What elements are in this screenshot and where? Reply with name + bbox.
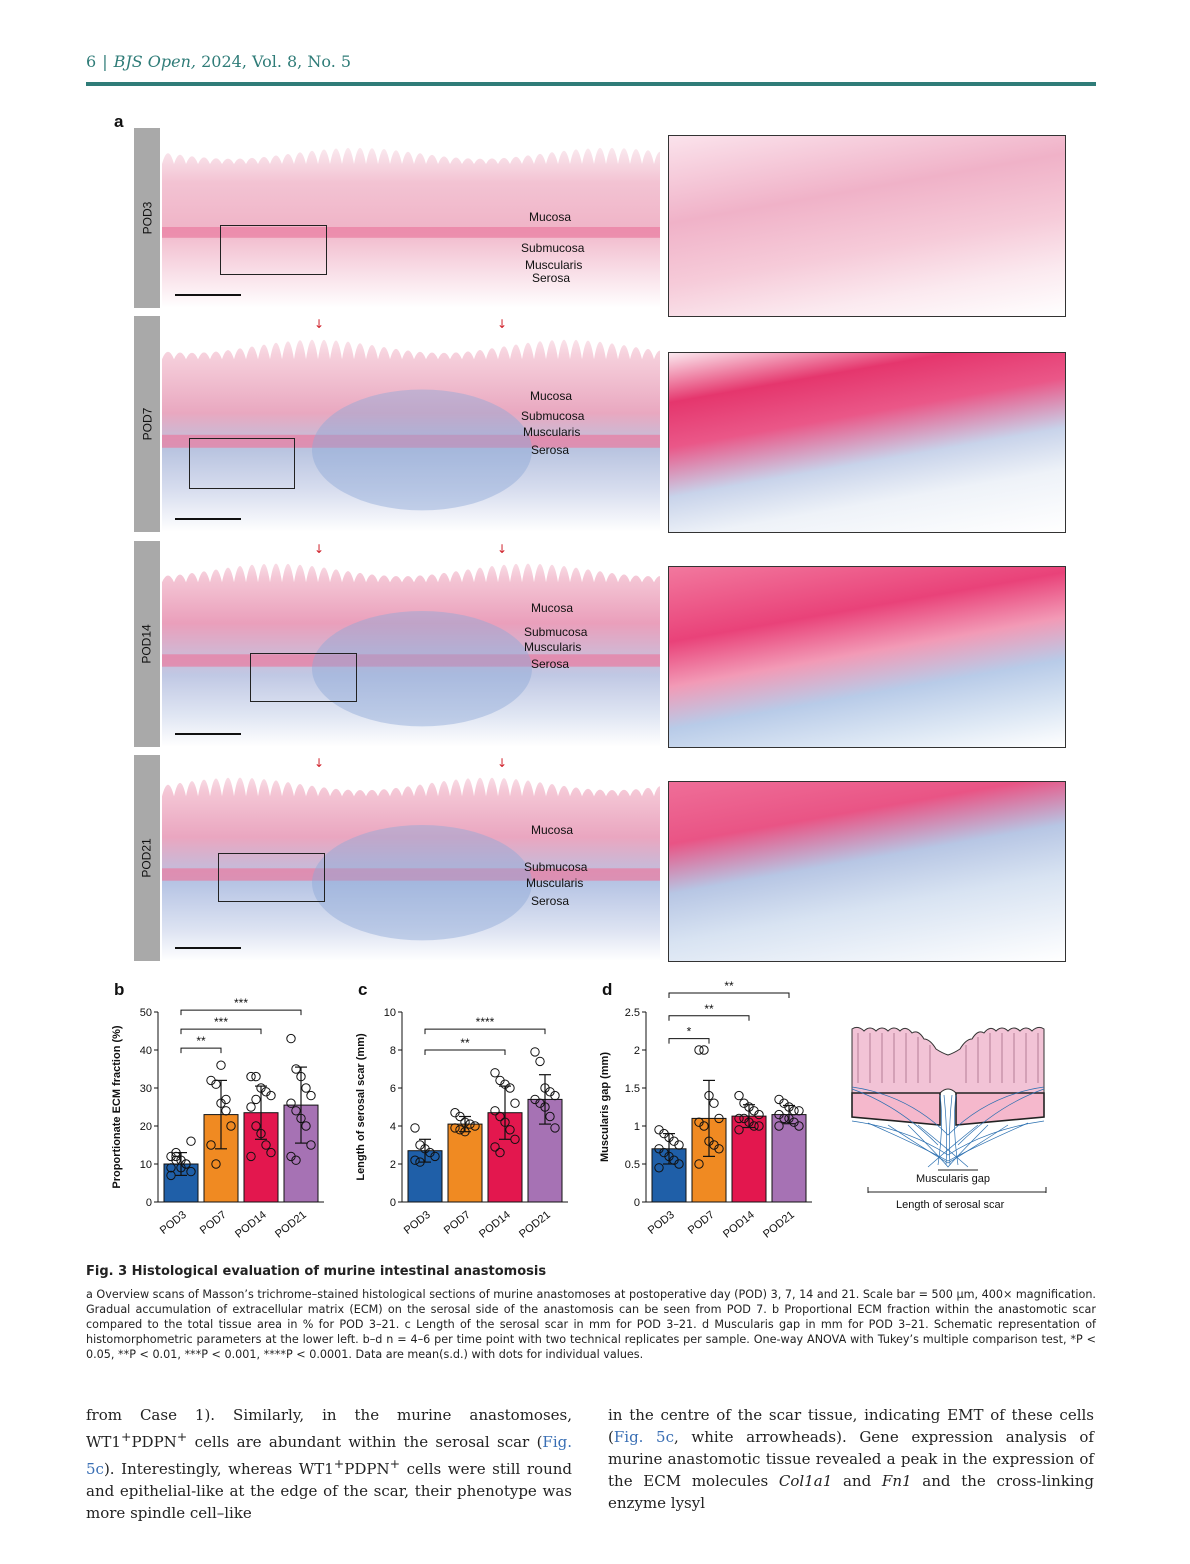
figure-caption-title: Fig. 3 Histological evaluation of murine intestinal anastomosis (86, 1264, 547, 1279)
body-text-left (86, 1404, 572, 1524)
y-axis-title: Length of serosal scar (mm) (355, 1033, 367, 1181)
panel-letter-d: d (602, 980, 613, 999)
significance-bracket (425, 1029, 545, 1034)
significance-bracket (181, 1048, 221, 1053)
significance-bracket (181, 1029, 261, 1034)
significance-bracket (669, 1016, 749, 1021)
category-label: POD21 (273, 1208, 309, 1241)
gene-name: Fn1 (881, 1472, 912, 1490)
journal-name: BJS Open, (113, 52, 197, 71)
scale-bar (175, 947, 241, 949)
scale-bar (175, 294, 241, 296)
tissue-layer-label: Muscularis (523, 425, 581, 439)
data-point (795, 1107, 803, 1115)
histology-zoom (668, 781, 1066, 962)
tissue-layer-label: Muscularis (525, 258, 583, 272)
body-text-run: from Case 1). Similarly, in the murine anastomoses, WT1 (86, 1406, 572, 1451)
body-text-right (608, 1404, 1094, 1514)
pod-label-bar (134, 541, 160, 747)
body-text-run: and (832, 1472, 882, 1490)
superscript: + (389, 1456, 401, 1471)
y-tick-label: 50 (139, 1007, 152, 1019)
significance-label: * (686, 1024, 692, 1039)
arrow-down-icon: ↓ (497, 317, 508, 331)
inset-box (220, 225, 327, 275)
significance-label: ** (196, 1034, 206, 1049)
data-point (252, 1095, 260, 1103)
pod-label-wrapper (134, 316, 160, 532)
bar-charts (86, 975, 846, 1250)
inset-box (218, 853, 325, 902)
pod-label-wrapper (134, 128, 160, 308)
category-label: POD14 (233, 1208, 269, 1241)
tissue-layer-label: Mucosa (530, 389, 573, 403)
bar (772, 1115, 806, 1202)
data-point (217, 1061, 225, 1069)
page-header (86, 52, 351, 71)
histology-texture (162, 316, 660, 532)
category-label: POD21 (517, 1208, 553, 1241)
superscript: + (120, 1429, 132, 1444)
significance-label: ** (460, 1036, 470, 1050)
histology-texture (162, 128, 660, 308)
y-tick-label: 2.5 (624, 1007, 640, 1019)
category-label: POD3 (645, 1208, 677, 1237)
histology-overview (162, 128, 660, 308)
tissue-layer-label: Serosa (532, 271, 571, 285)
y-tick-label: 0 (633, 1197, 640, 1209)
body-text-run: and the cross-linking enzyme lysyl (608, 1472, 1094, 1512)
figure-link[interactable]: Fig. 5c (613, 1428, 674, 1446)
pod-label: POD14 (140, 624, 155, 664)
category-label: POD7 (685, 1208, 717, 1237)
histology-zoom (668, 352, 1066, 533)
data-point (222, 1107, 230, 1115)
arrow-down-icon: ↓ (314, 317, 325, 331)
significance-label: **** (475, 1015, 495, 1030)
data-point (247, 1103, 255, 1111)
pod-label-wrapper (134, 755, 160, 961)
y-tick-label: 30 (139, 1083, 152, 1095)
header-divider: | (102, 52, 108, 71)
body-text-run: PDPN (131, 1433, 177, 1451)
data-point (700, 1046, 708, 1054)
tissue-layer-label: Mucosa (529, 210, 572, 224)
tissue-layer-label: Mucosa (531, 823, 574, 837)
y-tick-label: 2 (633, 1045, 640, 1057)
category-label: POD7 (197, 1208, 229, 1237)
y-tick-label: 40 (139, 1045, 152, 1057)
category-label: POD3 (157, 1208, 189, 1237)
figure-caption-body: a Overview scans of Masson’s trichrome–stained histological sections of murine anastomoses at postoperative day (POD) 3, 7, 14 and 21. Scale bar = 500 µm, 400× magnification. Gradual accumulation of extracellular matrix (ECM) on the serosal side of the anastomosis can be seen from POD 7. b Proportional ECM fraction within the anastomotic scar compared to the total tissue area in % for POD 3–21. c Length of the serosal scar in mm for POD 3–21. d Muscularis gap in mm for POD 3–21. Schematic representation of histomorphometric parameters at the lower left. b–d n = 4–6 per time point with two technical replicates per sample. One-way ANOVA with Tukey’s multiple comparison test, *P < 0.05, **P < 0.01, ***P < 0.001, ****P < 0.0001. Data are mean(s.d.) with dots for individual values. (86, 1288, 1096, 1361)
data-point (252, 1072, 260, 1080)
category-label: POD3 (401, 1208, 433, 1237)
body-text-run: cells are abundant within the serosal scar ( (187, 1433, 543, 1451)
significance-bracket (181, 1010, 301, 1015)
significance-label: ** (724, 979, 734, 993)
data-point (307, 1091, 315, 1099)
y-tick-label: 6 (389, 1083, 396, 1095)
category-label: POD14 (477, 1208, 513, 1241)
pod-label-wrapper (134, 541, 160, 747)
pod-label-bar (134, 316, 160, 532)
data-point (411, 1124, 419, 1132)
y-tick-label: 1.5 (624, 1083, 640, 1095)
data-point (302, 1084, 310, 1092)
data-point (292, 1065, 300, 1073)
tissue-layer-label: Serosa (531, 894, 570, 908)
pod-label-bar (134, 755, 160, 961)
schematic-drawing (848, 1025, 1048, 1185)
data-point (536, 1057, 544, 1065)
data-point (491, 1069, 499, 1077)
significance-label: *** (233, 996, 249, 1011)
histology-overview (162, 541, 660, 747)
y-tick-label: 20 (139, 1121, 152, 1133)
bar (732, 1116, 766, 1202)
panel-letter-b: b (114, 980, 125, 999)
tissue-layer-label: Submucosa (521, 409, 585, 423)
arrow-down-icon: ↓ (497, 756, 508, 770)
muscularis-gap-label: Muscularis gap (916, 1173, 990, 1185)
superscript: + (333, 1456, 345, 1471)
tissue-layer-label: Mucosa (531, 601, 574, 615)
significance-bracket (425, 1050, 505, 1055)
tissue-layer-label: Submucosa (524, 625, 588, 639)
figure-link[interactable]: Fig. 5c (86, 1433, 572, 1478)
significance-label: ** (704, 1001, 714, 1016)
y-tick-label: 4 (389, 1121, 396, 1133)
y-tick-label: 10 (383, 1007, 396, 1019)
y-tick-label: 8 (389, 1045, 396, 1057)
data-point (511, 1099, 519, 1107)
arrow-down-icon: ↓ (314, 756, 325, 770)
tissue-layer-label: Serosa (531, 657, 570, 671)
schematic (848, 1025, 1048, 1225)
data-point (187, 1137, 195, 1145)
serosal-scar-bracket (866, 1187, 1048, 1197)
arrow-down-icon: ↓ (314, 542, 325, 556)
panel-letter-a: a (114, 112, 124, 131)
data-point (287, 1034, 295, 1042)
tissue-layer-label: Muscularis (524, 640, 582, 654)
histology-texture (162, 541, 660, 747)
y-tick-label: 0 (145, 1197, 152, 1209)
y-tick-label: 0.5 (624, 1159, 640, 1171)
body-text-run: ). Interestingly, whereas WT1 (103, 1460, 334, 1478)
pod-label: POD21 (140, 838, 155, 878)
significance-bracket (669, 1039, 709, 1044)
journal-volume: 2024, Vol. 8, No. 5 (196, 52, 352, 71)
y-tick-label: 2 (389, 1159, 396, 1171)
inset-box (250, 653, 357, 702)
y-axis-title: Proportionate ECM fraction (%) (111, 1025, 123, 1189)
y-tick-label: 0 (389, 1197, 396, 1209)
category-label: POD21 (761, 1208, 797, 1241)
body-text-run: cells were still round and epithelial-like at the edge of the scar, their phenotype was more spindle cell–like (86, 1460, 572, 1522)
serosal-scar-label: Length of serosal scar (896, 1199, 1005, 1211)
histology-zoom (668, 566, 1066, 748)
arrow-down-icon: ↓ (497, 542, 508, 556)
tissue-layer-label: Submucosa (524, 860, 588, 874)
data-point (531, 1048, 539, 1056)
superscript: + (176, 1429, 188, 1444)
body-text-run: in the centre of the scar tissue, indicating EMT of these cells ( (608, 1406, 1094, 1446)
histology-overview (162, 316, 660, 532)
header-rule (86, 82, 1096, 86)
scale-bar (175, 518, 241, 520)
y-tick-label: 1 (633, 1121, 640, 1133)
significance-label: *** (213, 1015, 229, 1030)
pod-label: POD7 (140, 407, 154, 441)
y-tick-label: 10 (139, 1159, 152, 1171)
data-point (710, 1099, 718, 1107)
page-number: 6 (86, 52, 97, 71)
inset-box (189, 438, 295, 489)
panel-letter-c: c (358, 980, 368, 999)
category-label: POD7 (441, 1208, 473, 1237)
pod-label: POD3 (140, 201, 154, 235)
body-text-run: PDPN (344, 1460, 390, 1478)
scale-bar (175, 733, 241, 735)
gene-name: Col1a1 (778, 1472, 833, 1490)
y-axis-title: Muscularis gap (mm) (599, 1051, 611, 1163)
data-point (695, 1046, 703, 1054)
pod-label-bar (134, 128, 160, 308)
data-point (247, 1072, 255, 1080)
tissue-layer-label: Serosa (531, 443, 570, 457)
significance-bracket (669, 993, 789, 998)
tissue-layer-label: Muscularis (526, 876, 584, 890)
category-label: POD14 (721, 1208, 757, 1241)
data-point (735, 1091, 743, 1099)
histology-zoom (668, 135, 1066, 317)
tissue-layer-label: Submucosa (521, 241, 585, 255)
body-text-run: , white arrowheads). Gene expression analysis of murine anastomotic tissue revealed a peak in the expression of the ECM molecules (608, 1428, 1094, 1490)
